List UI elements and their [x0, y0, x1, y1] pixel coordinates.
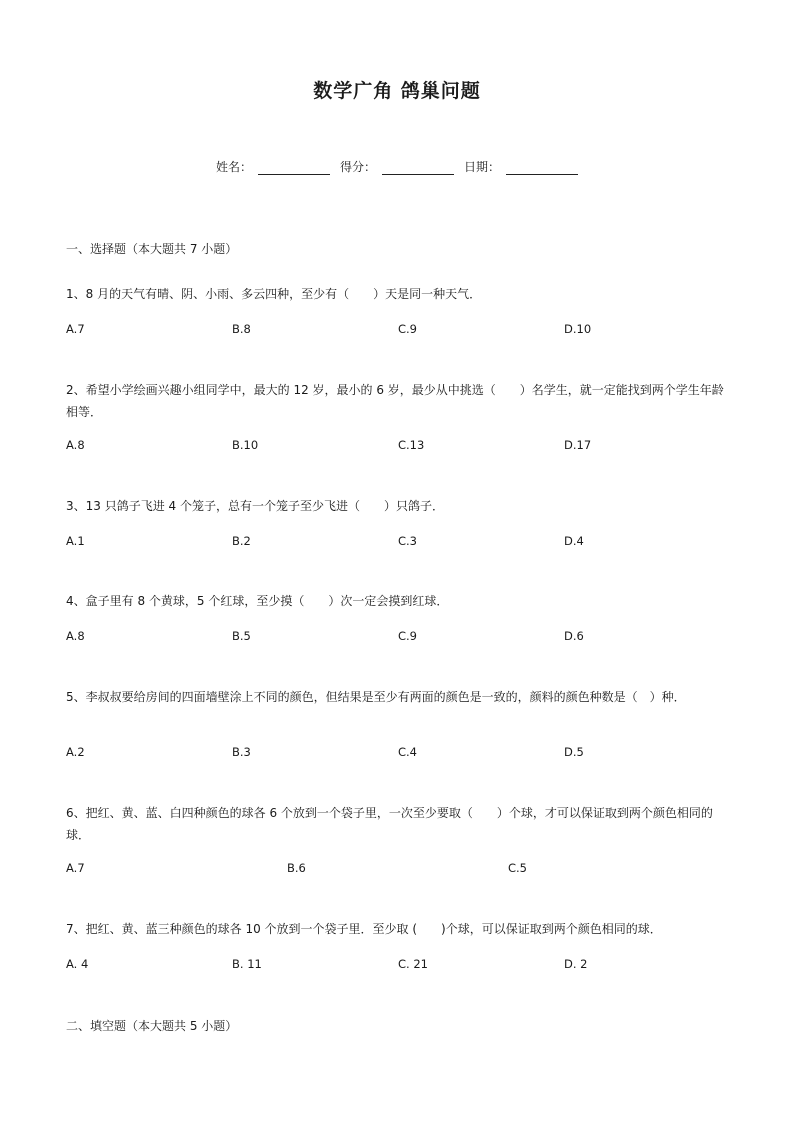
option-c[interactable]: C.5 [508, 861, 528, 875]
option-b[interactable]: B. 11 [232, 957, 262, 971]
student-info-row [0, 158, 794, 175]
option-a[interactable]: A.8 [66, 629, 85, 643]
options-6 [66, 861, 726, 881]
option-d[interactable]: D.4 [564, 534, 584, 548]
option-a[interactable]: A.1 [66, 534, 85, 548]
date-field[interactable] [464, 158, 578, 175]
option-b[interactable]: B.3 [232, 745, 251, 759]
option-a[interactable]: A.7 [66, 861, 85, 875]
option-a[interactable]: A. 4 [66, 957, 89, 971]
option-d[interactable]: D.6 [564, 629, 584, 643]
question-6: 6、把红、黄、蓝、白四种颜色的球各 6 个放到一个袋子里，一次至少要取（ ）个球，才可以保证取到两个颜色相同的球． [66, 806, 713, 842]
options-5 [66, 745, 726, 765]
options-7 [66, 957, 726, 977]
option-b[interactable]: B.10 [232, 438, 259, 452]
option-d[interactable]: D. 2 [564, 957, 588, 971]
options-1 [66, 322, 726, 342]
option-d[interactable]: D.5 [564, 745, 584, 759]
question-4: 4、盒子里有 8 个黄球，5 个红球，至少摸（ ）次一定会摸到红球． [66, 594, 449, 608]
page-title: 数学广角 鸽巢问题 [313, 80, 481, 102]
question-2: 2、希望小学绘画兴趣小组同学中，最大的 12 岁，最小的 6 岁，最少从中挑选（ ）名学生，就一定能找到两个学生年龄相等． [66, 383, 724, 419]
section-heading-fill: 二、填空题（本大题共 5 小题） [66, 1019, 238, 1033]
option-a[interactable]: A.2 [66, 745, 85, 759]
options-3 [66, 534, 726, 554]
name-field[interactable] [216, 158, 330, 175]
option-a[interactable]: A.8 [66, 438, 85, 452]
question-7: 7、把红、黄、蓝三种颜色的球各 10 个放到一个袋子里．至少取 ( )个球，可以保证取到两个颜色相同的球． [66, 922, 662, 936]
question-1: 1、8 月的天气有晴、阴、小雨、多云四种，至少有（ ）天是同一种天气． [66, 287, 482, 301]
section-heading-choice: 一、选择题（本大题共 7 小题） [66, 242, 238, 256]
option-c[interactable]: C.3 [398, 534, 418, 548]
options-2 [66, 438, 726, 458]
option-b[interactable]: B.2 [232, 534, 251, 548]
option-c[interactable]: C.13 [398, 438, 425, 452]
options-4 [66, 629, 726, 649]
date-blank[interactable] [506, 161, 578, 175]
option-c[interactable]: C. 21 [398, 957, 428, 971]
option-b[interactable]: B.5 [232, 629, 251, 643]
option-d[interactable]: D.17 [564, 438, 592, 452]
option-c[interactable]: C.4 [398, 745, 418, 759]
date-label: 日期： [464, 160, 501, 174]
option-c[interactable]: C.9 [398, 322, 418, 336]
option-b[interactable]: B.8 [232, 322, 251, 336]
option-c[interactable]: C.9 [398, 629, 418, 643]
option-b[interactable]: B.6 [287, 861, 306, 875]
option-d[interactable]: D.10 [564, 322, 592, 336]
option-a[interactable]: A.7 [66, 322, 85, 336]
score-label: 得分： [339, 160, 376, 174]
score-blank[interactable] [382, 161, 454, 175]
question-5: 5、李叔叔要给房间的四面墙壁涂上不同的颜色，但结果是至少有两面的颜色是一致的，颜料的颜色种数是（ ）种． [66, 690, 686, 704]
question-3: 3、13 只鸽子飞进 4 个笼子，总有一个笼子至少飞进（ ）只鸽子． [66, 499, 444, 513]
score-field[interactable] [340, 158, 454, 175]
name-label: 姓名： [215, 160, 252, 174]
name-blank[interactable] [258, 161, 330, 175]
